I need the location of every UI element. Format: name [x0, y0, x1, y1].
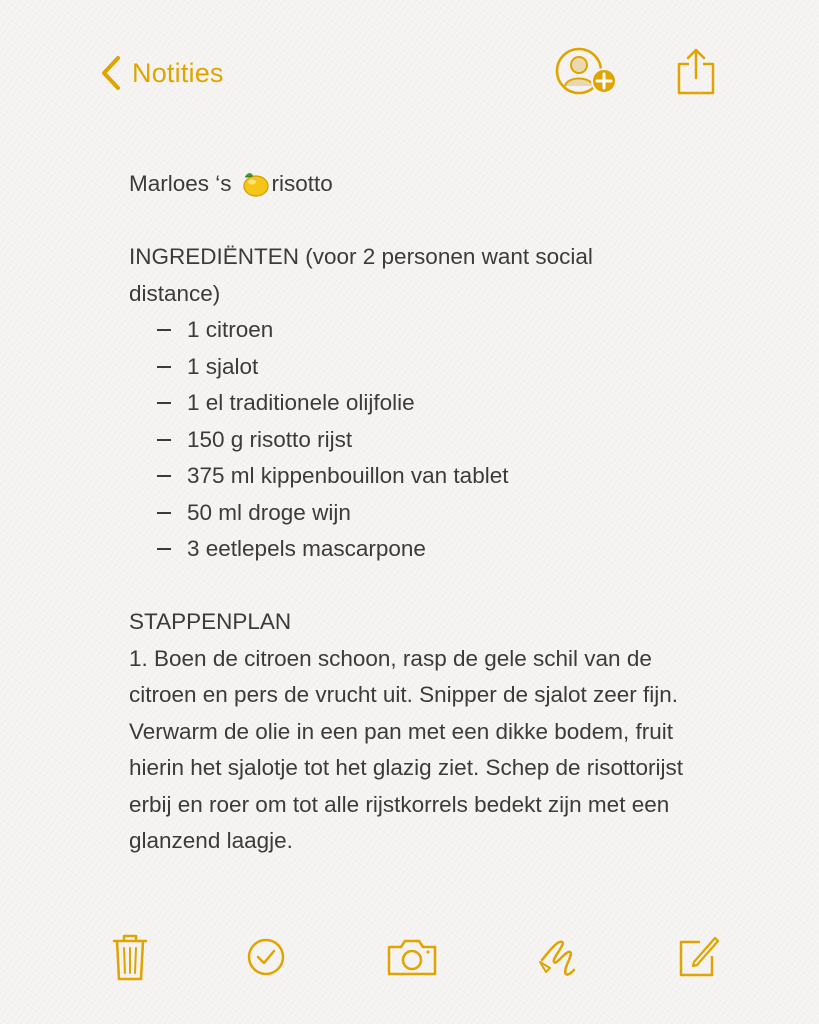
compose-button[interactable]	[678, 932, 720, 982]
chevron-left-icon	[100, 55, 122, 91]
add-person-icon	[554, 46, 620, 98]
ingredient-text: 1 el traditionele olijfolie	[187, 390, 415, 415]
step-1-text: 1. Boen de citroen schoon, rasp de gele schil van de citroen en pers de vrucht uit. Snipper de sjalot zeer fijn. Verwarm de olie in een pan met een dikke bodem, fruit hierin het sjalotje tot het glazig ziet. Schep de risottorijst erbij en roer om tot alle rijstkorrels bedekt zijn met een glanzend laagje.	[129, 645, 684, 853]
list-item	[129, 422, 689, 459]
dash-bullet	[157, 475, 171, 477]
note-title-end: risotto	[271, 171, 333, 196]
trash-icon	[112, 932, 148, 982]
ingredient-text: 150 g risotto rijst	[187, 426, 353, 452]
ingredient-text: 375 ml kippenbouillon van tablet	[187, 463, 509, 488]
checklist-button[interactable]	[246, 932, 286, 982]
dash-bullet	[157, 402, 171, 404]
camera-button[interactable]	[386, 932, 438, 982]
share-button[interactable]	[676, 46, 716, 96]
sketch-pen-icon	[536, 932, 580, 982]
list-item	[129, 495, 689, 532]
note-title-start: Marloes ‘s	[129, 171, 232, 196]
list-item	[129, 349, 689, 386]
ingredients-heading: INGREDIËNTEN (voor 2 personen want social distance)	[129, 244, 593, 306]
ingredient-text: 3 eetlepels mascarpone	[187, 536, 426, 561]
note-body[interactable]	[129, 166, 689, 860]
list-item	[129, 531, 689, 568]
ingredient-text: 1 citroen	[187, 317, 274, 342]
dash-bullet	[157, 366, 171, 368]
list-item	[129, 458, 689, 495]
list-item	[129, 312, 689, 349]
back-button[interactable]	[100, 52, 224, 94]
share-icon	[676, 46, 716, 96]
note-title	[129, 166, 689, 203]
steps-heading: STAPPENPLAN	[129, 609, 292, 634]
dash-bullet	[157, 512, 171, 514]
dash-bullet	[157, 439, 171, 441]
camera-icon	[386, 932, 438, 982]
dash-bullet	[157, 329, 171, 331]
dash-bullet	[157, 548, 171, 550]
checkmark-circle-icon	[246, 932, 286, 982]
ingredient-text: 50 ml droge wijn	[187, 499, 351, 525]
ingredients-list	[129, 312, 689, 568]
ingredient-text: 1 sjalot	[187, 353, 259, 379]
compose-icon	[678, 932, 720, 982]
list-item	[129, 385, 689, 422]
add-person-button[interactable]	[554, 46, 620, 98]
delete-button[interactable]	[112, 932, 148, 982]
back-button-label: Notities	[132, 57, 224, 88]
lemon-emoji-icon	[240, 170, 270, 198]
sketch-button[interactable]	[536, 932, 580, 982]
